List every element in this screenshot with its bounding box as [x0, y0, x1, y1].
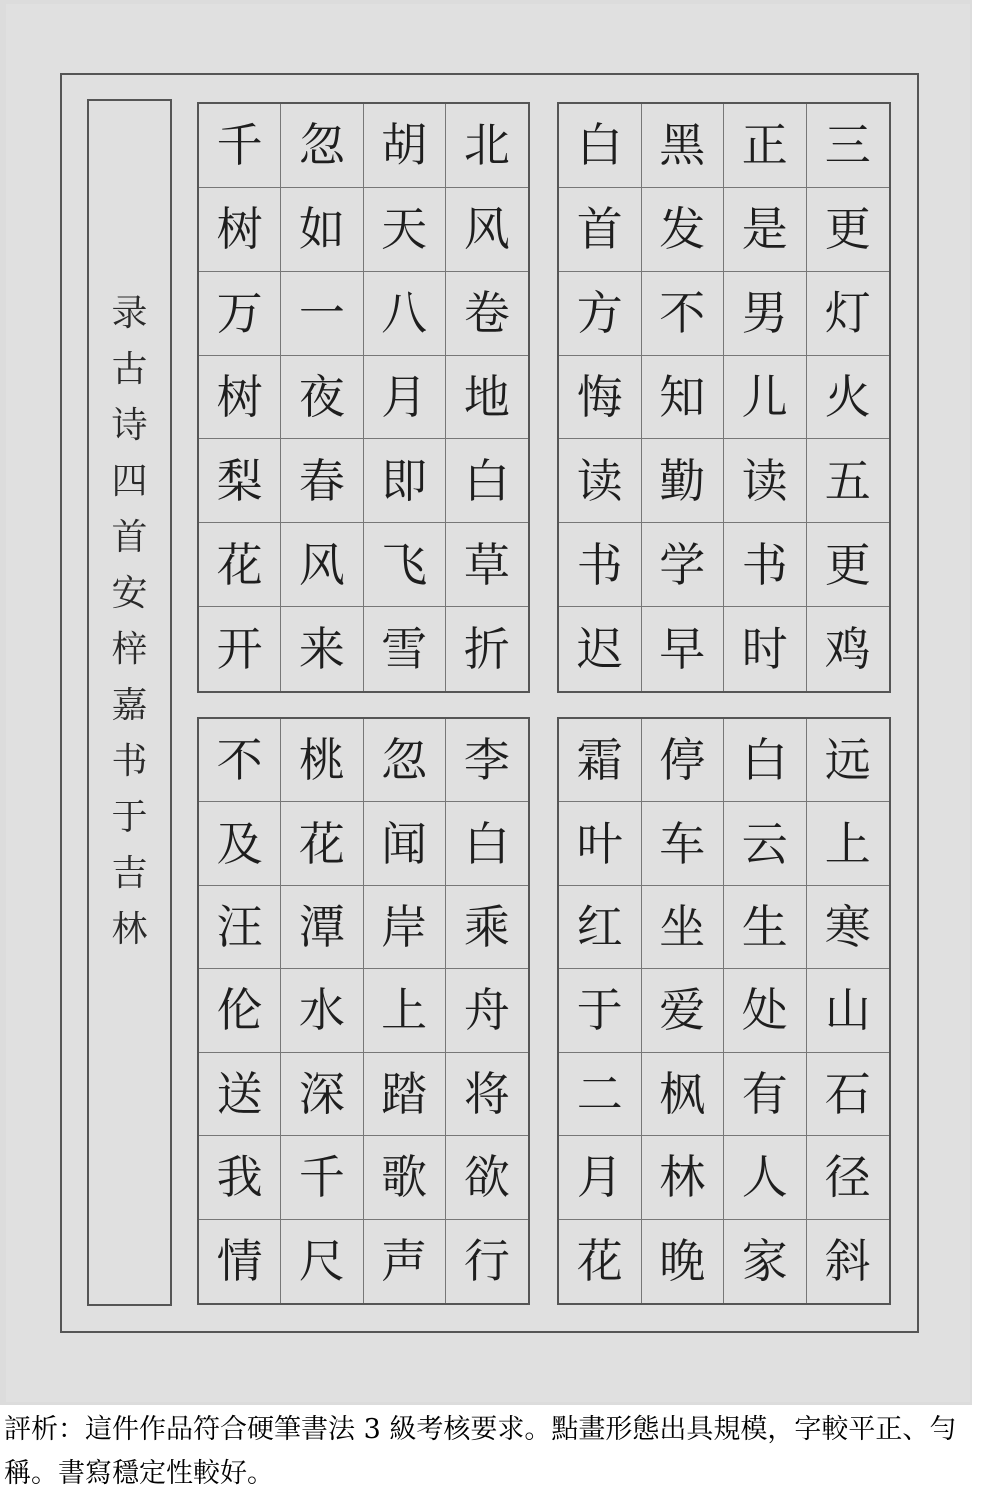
- grid-cell: 勤: [642, 439, 725, 523]
- title-char: 诗: [111, 405, 148, 446]
- grid-cell: 我: [199, 1136, 281, 1219]
- grid-cell: 方: [559, 272, 642, 356]
- title-char: 安: [111, 573, 148, 614]
- grid-cell: 爱: [642, 969, 725, 1052]
- grid-cell: 深: [281, 1053, 363, 1136]
- grid-cell: 送: [199, 1053, 281, 1136]
- grid-bottom-left: [197, 717, 530, 1305]
- title-column: [89, 286, 170, 958]
- grid-cell: 山: [807, 969, 890, 1052]
- grid-cell: 踏: [364, 1053, 446, 1136]
- grid-cell: 开: [199, 607, 281, 691]
- grid-cell: 花: [281, 802, 363, 885]
- grid-cell: 灯: [807, 272, 890, 356]
- grid-cell: 云: [724, 802, 807, 885]
- grid-cell: 书: [724, 523, 807, 607]
- grid-cell: 千: [199, 104, 281, 188]
- grid-cell: 行: [463, 1234, 510, 1289]
- grid-cell: 知: [642, 356, 725, 440]
- title-char: 梓: [111, 629, 148, 670]
- grid-cell: 卷: [446, 272, 528, 356]
- grid-cell: 有: [724, 1053, 807, 1136]
- grid-cell: 如: [281, 188, 363, 272]
- grid-cell: 斜: [824, 1234, 871, 1289]
- grid-cell: 上: [364, 969, 446, 1052]
- grid-cell: 男: [724, 272, 807, 356]
- grid-cell: 闻: [364, 802, 446, 885]
- title-box: [87, 99, 172, 1306]
- grid-cell: 生: [724, 886, 807, 969]
- grid-cell: 霜: [559, 719, 642, 802]
- grid-cell: 飞: [364, 523, 446, 607]
- grid-cell: 月: [559, 1136, 642, 1219]
- grid-cell: 学: [642, 523, 725, 607]
- grid-cell: 三: [807, 104, 890, 188]
- grid-cell: 即: [364, 439, 446, 523]
- grid-cell: 处: [724, 969, 807, 1052]
- grid-cell: 首: [559, 188, 642, 272]
- grid-cell: 人: [724, 1136, 807, 1219]
- grid-cell: 尺: [281, 1220, 363, 1303]
- grid-cell: 草: [446, 523, 528, 607]
- title-char: 嘉: [111, 685, 148, 726]
- grid-cell: 林: [642, 1136, 725, 1219]
- grid-cell: 儿: [724, 356, 807, 440]
- grid-cell: 欲: [446, 1136, 528, 1219]
- grid-cell: 石: [807, 1053, 890, 1136]
- grid-cell: 八: [364, 272, 446, 356]
- grid-cell: 二: [559, 1053, 642, 1136]
- grid-cell: 家: [724, 1220, 807, 1303]
- grid-cell: 早: [642, 607, 725, 691]
- grid-cell: 来: [281, 607, 363, 691]
- grid-cell: 迟: [559, 607, 642, 691]
- grid-cell: 书: [559, 523, 642, 607]
- grid-cell: 红: [559, 886, 642, 969]
- grid-cell: 树: [199, 188, 281, 272]
- grid-cell: 悔: [559, 356, 642, 440]
- grid-cell: 舟: [446, 969, 528, 1052]
- grid-cell: 汪: [199, 886, 281, 969]
- grid-cell: 读: [724, 439, 807, 523]
- grid-cell: 天: [364, 188, 446, 272]
- grid-cell: 风: [281, 523, 363, 607]
- grid-cell: 上: [807, 802, 890, 885]
- grid-cell: 更: [807, 523, 890, 607]
- grid-cell: 声: [364, 1220, 446, 1303]
- grid-cell: 北: [446, 104, 528, 188]
- grid-cell: 车: [642, 802, 725, 885]
- title-char: 首: [111, 517, 148, 558]
- grid-cell: 忽: [364, 719, 446, 802]
- critique-caption: 評析：這件作品符合硬筆書法 3 級考核要求。點畫形態出具規模，字較平正、勻稱。書寫穩定性較好。: [4, 1414, 957, 1489]
- grid-cell: 桃: [281, 719, 363, 802]
- title-char: 录: [111, 293, 148, 334]
- title-char: 四: [111, 461, 148, 502]
- grid-cell: 梨: [199, 439, 281, 523]
- grid-cell: 正: [724, 104, 807, 188]
- grid-cell: 白: [724, 719, 807, 802]
- grid-cell: 一: [281, 272, 363, 356]
- grid-cell: 停: [642, 719, 725, 802]
- grid-cell: 潭: [281, 886, 363, 969]
- grid-top-right: [557, 102, 891, 693]
- grid-cell: 更: [807, 188, 890, 272]
- grid-cell: 鸡: [824, 622, 871, 677]
- grid-cell: 时: [724, 607, 807, 691]
- title-char: 于: [111, 797, 148, 838]
- grid-cell: 晚: [642, 1220, 725, 1303]
- grid-cell: 远: [807, 719, 890, 802]
- grid-cell: 坐: [642, 886, 725, 969]
- grid-cell: 万: [199, 272, 281, 356]
- grid-cell: 黑: [642, 104, 725, 188]
- grid-cell: 月: [364, 356, 446, 440]
- grid-cell: 李: [446, 719, 528, 802]
- grid-cell: 五: [807, 439, 890, 523]
- grid-cell: 伦: [199, 969, 281, 1052]
- grid-cell: 不: [199, 719, 281, 802]
- grid-cell: 忽: [281, 104, 363, 188]
- grid-cell: 岸: [364, 886, 446, 969]
- grid-cell: 及: [199, 802, 281, 885]
- grid-cell: 不: [642, 272, 725, 356]
- grid-cell: 发: [642, 188, 725, 272]
- grid-cell: 情: [199, 1220, 281, 1303]
- grid-cell: 花: [199, 523, 281, 607]
- grid-cell: 是: [724, 188, 807, 272]
- title-char: 书: [111, 741, 148, 782]
- title-char: 古: [111, 349, 148, 390]
- grid-cell: 千: [281, 1136, 363, 1219]
- grid-cell: 夜: [281, 356, 363, 440]
- grid-cell: 风: [446, 188, 528, 272]
- grid-cell: 于: [559, 969, 642, 1052]
- grid-cell: 胡: [364, 104, 446, 188]
- grid-cell: 读: [559, 439, 642, 523]
- grid-cell: 花: [559, 1220, 642, 1303]
- grid-cell: 地: [446, 356, 528, 440]
- grid-cell: 树: [199, 356, 281, 440]
- grid-cell: 将: [446, 1053, 528, 1136]
- grid-cell: 枫: [642, 1053, 725, 1136]
- title-char: 吉: [111, 853, 148, 894]
- grid-cell: 白: [446, 802, 528, 885]
- grid-top-left: [197, 102, 530, 693]
- grid-cell: 折: [463, 622, 510, 677]
- grid-cell: 径: [807, 1136, 890, 1219]
- grid-cell: 白: [446, 439, 528, 523]
- grid-cell: 白: [559, 104, 642, 188]
- title-char: 林: [111, 909, 148, 950]
- grid-cell: 水: [281, 969, 363, 1052]
- grid-cell: 寒: [807, 886, 890, 969]
- grid-cell: 春: [281, 439, 363, 523]
- grid-cell: 叶: [559, 802, 642, 885]
- grid-cell: 乘: [446, 886, 528, 969]
- grid-cell: 歌: [364, 1136, 446, 1219]
- grid-bottom-right: [557, 717, 891, 1305]
- grid-cell: 雪: [364, 607, 446, 691]
- grid-cell: 火: [807, 356, 890, 440]
